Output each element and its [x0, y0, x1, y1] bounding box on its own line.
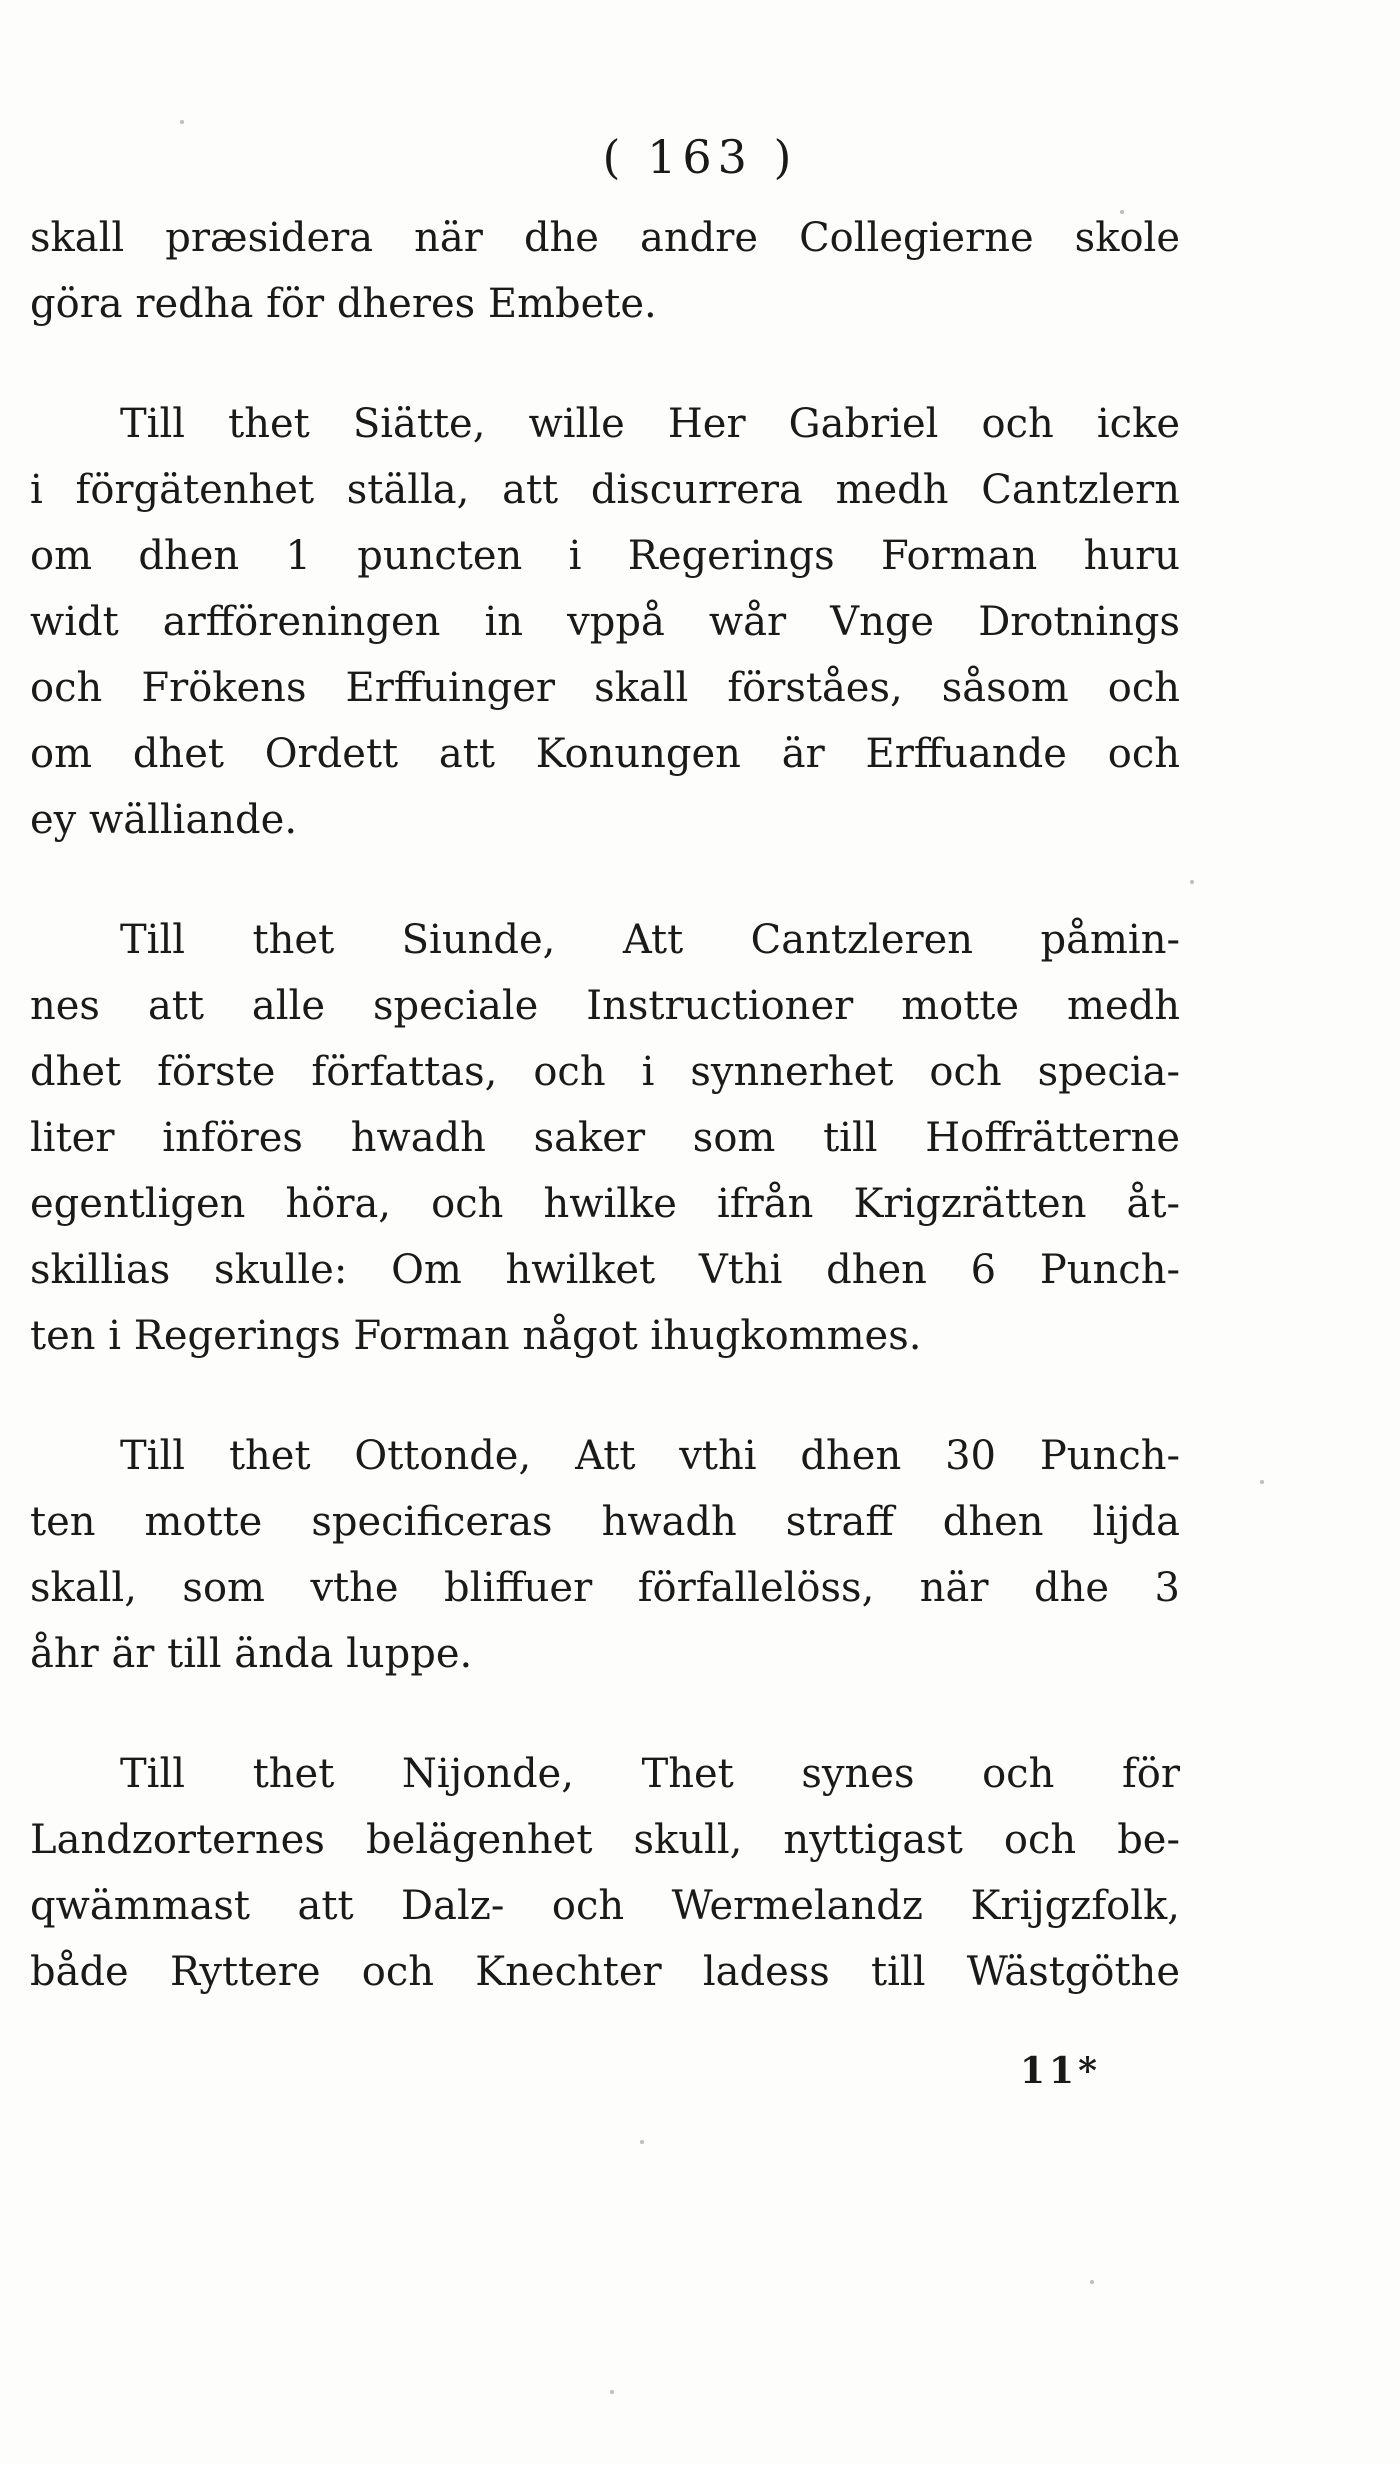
text-line: nes att alle speciale Instructioner motte medh: [30, 983, 1180, 1029]
paragraph-4: [30, 1423, 1180, 1687]
paper-speck: [610, 2390, 614, 2394]
text-line: i förgätenhet ställa, att discurrera medh Cantzlern: [30, 467, 1180, 513]
text-line: skall præsidera när dhe andre Collegierne skole: [30, 215, 1180, 261]
page-number: ( 163 ): [602, 130, 798, 184]
text-line: Till thet Siunde, Att Cantzleren påmin-: [120, 917, 1180, 963]
paragraph-2: [30, 391, 1180, 853]
catchword: 11*: [1020, 2050, 1101, 2092]
paper-speck: [1090, 2280, 1094, 2284]
text-line: om dhen 1 puncten i Regerings Forman huru: [30, 533, 1180, 579]
paragraph-1: [30, 205, 1180, 337]
paragraph-5: [30, 1741, 1180, 2005]
text-line: ey wälliande.: [30, 797, 298, 843]
text-line: om dhet Ordett att Konungen är Erffuande och: [30, 731, 1180, 777]
text-line: skall, som vthe bliffuer förfallelöss, när dhe 3: [30, 1565, 1180, 1611]
paper-speck: [640, 2140, 644, 2144]
text-line: egentligen höra, och hwilke ifrån Krigzrätten åt-: [30, 1181, 1180, 1227]
text-line: dhet förste författas, och i synnerhet och specia-: [30, 1049, 1180, 1095]
text-line: göra redha för dheres Embete.: [30, 281, 657, 327]
paper-speck: [1260, 1480, 1264, 1484]
paper-speck: [180, 120, 184, 124]
text-line: åhr är till ända luppe.: [30, 1631, 473, 1677]
text-line: Landzorternes belägenhet skull, nyttigast och be-: [30, 1817, 1180, 1863]
paragraph-3: [30, 907, 1180, 1369]
paper-speck: [1120, 210, 1124, 214]
text-line: widt arfföreningen in vppå wår Vnge Drotnings: [30, 599, 1180, 645]
text-line: qwämmast att Dalz- och Wermelandz Krijgzfolk,: [30, 1883, 1180, 1929]
text-line: liter införes hwadh saker som till Hoffrätterne: [30, 1115, 1180, 1161]
text-line: Till thet Ottonde, Att vthi dhen 30 Punch-: [120, 1433, 1180, 1479]
text-line: skillias skulle: Om hwilket Vthi dhen 6 Punch-: [30, 1247, 1180, 1293]
text-line: och Frökens Erffuinger skall förståes, såsom och: [30, 665, 1180, 711]
paper-speck: [1190, 880, 1194, 884]
text-line: ten i Regerings Forman något ihugkommes.: [30, 1313, 922, 1359]
text-line: Till thet Siätte, wille Her Gabriel och icke: [120, 401, 1180, 447]
text-line: både Ryttere och Knechter ladess till Wästgöthe: [30, 1949, 1180, 1995]
text-line: Till thet Nijonde, Thet synes och för: [120, 1751, 1180, 1797]
text-line: ten motte specificeras hwadh straff dhen lijda: [30, 1499, 1180, 1545]
page-body: [30, 205, 1180, 2005]
